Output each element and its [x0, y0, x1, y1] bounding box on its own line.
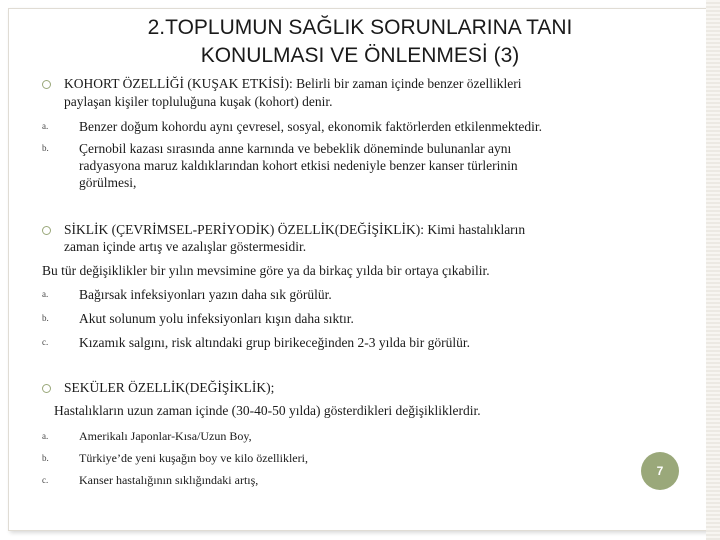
sekuler-heading: SEKÜLER ÖZELLİK(DEĞİŞİKLİK); [64, 380, 275, 395]
list-label: c. [42, 475, 49, 485]
sekuler-text: Hastalıkların uzun zaman içinde (30-40-50 yılda) gösterdikleri değişikliklerdir. [54, 403, 481, 418]
siklik-text-2: zaman içinde artış ve azalışlar göstermesidir. [64, 239, 307, 254]
siklik-item-a: Bağırsak infeksiyonları yazın daha sık görülür. [79, 287, 332, 302]
bullet-circle-icon [42, 226, 51, 235]
kohort-item-b-2: radyasyona maruz kaldıklarından kohort etkisi nedeniyle benzer kanser türlerinin [79, 158, 518, 173]
list-label: a. [42, 431, 49, 441]
kohort-item-a: Benzer doğum kohordu aynı çevresel, sosyal, ekonomik faktörlerden etkilenmektedir. [79, 119, 542, 134]
siklik-item-b: Akut solunum yolu infeksiyonları kışın daha sıktır. [79, 311, 354, 326]
kohort-text-1: Belirli bir zaman içinde benzer özellikleri [296, 76, 522, 91]
siklik-line-1 [64, 221, 525, 238]
kohort-line-1 [64, 75, 521, 92]
kohort-item-b-3: görülmesi, [79, 175, 137, 190]
list-label: b. [42, 313, 49, 323]
title-line-2: KONULMASI VE ÖNLENMESİ (3) [200, 44, 520, 67]
title-line-1: 2.TOPLUMUN SAĞLIK SORUNLARINA TANI [147, 16, 573, 39]
kohort-text-2: paylaşan kişiler topluluğuna kuşak (kohort) denir. [64, 94, 333, 109]
sekuler-item-c: Kanser hastalığının sıklığındaki artış, [79, 473, 259, 487]
siklik-text-1: Kimi hastalıkların [427, 222, 526, 237]
bullet-circle-icon [42, 384, 51, 393]
siklik-note: Bu tür değişiklikler bir yılın mevsimine göre ya da birkaç yılda bir ortaya çıkabilir. [42, 263, 490, 278]
slide-title [40, 14, 680, 70]
kohort-heading: KOHORT ÖZELLİĞİ (KUŞAK ETKİSİ): [64, 76, 293, 91]
siklik-item-c: Kızamık salgını, risk altındaki grup birikeceğinden 2-3 yılda bir görülür. [79, 335, 471, 350]
list-label: b. [42, 453, 49, 463]
bullet-circle-icon [42, 80, 51, 89]
list-label: b. [42, 143, 49, 153]
siklik-heading: SİKLİK (ÇEVRİMSEL-PERİYODİK) ÖZELLİK(DEĞİŞİKLİK): [64, 222, 424, 237]
decorative-strip [706, 0, 720, 540]
page-number-badge: 7 [641, 452, 679, 490]
sekuler-item-b: Türkiye’de yeni kuşağın boy ve kilo özellikleri, [79, 451, 308, 465]
kohort-item-b-1: Çernobil kazası sırasında anne karnında ve bebeklik döneminde bulunanlar aynı [79, 141, 512, 156]
list-label: a. [42, 289, 49, 299]
list-label: c. [42, 337, 49, 347]
list-label: a. [42, 121, 49, 131]
sekuler-item-a: Amerikalı Japonlar-Kısa/Uzun Boy, [79, 429, 252, 443]
